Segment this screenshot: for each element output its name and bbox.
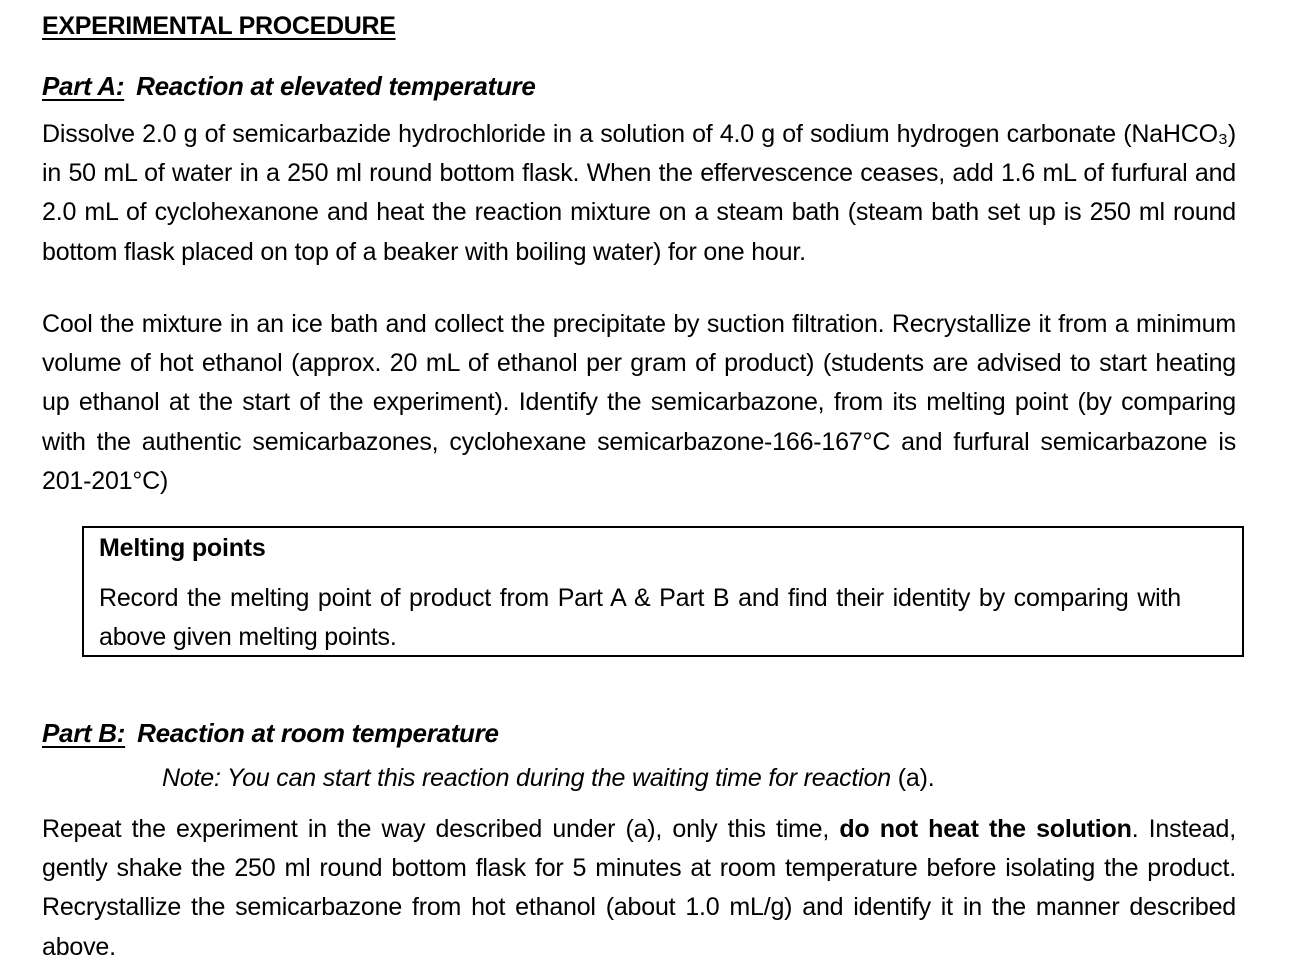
part-a-heading — [42, 71, 536, 102]
part-b-title: Reaction at room temperature — [137, 718, 499, 748]
part-b-note-tail: (a). — [891, 764, 935, 792]
part-a-paragraph-1: Dissolve 2.0 g of semicarbazide hydrochloride in a solution of 4.0 g of sodium hydrogen carbonate (NaHCO₃) in 50 mL of water in a 250 ml round bottom flask. When the effervescence ceases, add 1.6 mL of furfural and 2.0 mL of cyclohexanone and heat the reaction mixture on a steam bath (steam bath set up is 250 ml round bottom flask placed on top of a beaker with boiling water) for one hour. — [42, 120, 1236, 266]
part-b-heading — [42, 718, 499, 749]
part-b-paragraph-start: Repeat the experiment in the way described under (a), only this time, — [42, 815, 840, 843]
melting-points-title: Melting points — [99, 534, 266, 562]
page-title: EXPERIMENTAL PROCEDURE — [42, 12, 396, 40]
part-b-note-italic: Note: You can start this reaction during the waiting time for reaction — [162, 764, 891, 792]
part-a-label: Part A: — [42, 71, 125, 101]
part-b-paragraph-bold: do not heat the solution — [839, 815, 1132, 843]
part-b-label: Part B: — [42, 718, 126, 748]
part-a-paragraph-2: Cool the mixture in an ice bath and collect the precipitate by suction filtration. Recrystallize it from a minimum volume of hot ethanol (approx. 20 mL of ethanol per gram of product) (students are advised to start heating up ethanol at the start of the experiment). Identify the semicarbazone, from its melting point (by comparing with the authentic semicarbazones, cyclohexane semicarbazone-166-167°C and furfural semicarbazone is 201-201°C) — [42, 310, 1236, 495]
part-b-note — [162, 764, 934, 793]
part-b-paragraph — [42, 810, 1236, 967]
part-a-title: Reaction at elevated temperature — [136, 71, 536, 101]
part-b-paragraph-end: . Instead, gently shake the 250 ml round bottom flask for 5 minutes at room temperature before isolating the product. Recrystallize the semicarbazone from hot ethanol (about 1.0 mL/g) and identify it in the manner described above. — [42, 815, 1236, 961]
melting-points-box — [82, 526, 1244, 657]
melting-points-text: Record the melting point of product from Part A & Part B and find their identity by comparing with above given melting points. — [99, 584, 1181, 651]
